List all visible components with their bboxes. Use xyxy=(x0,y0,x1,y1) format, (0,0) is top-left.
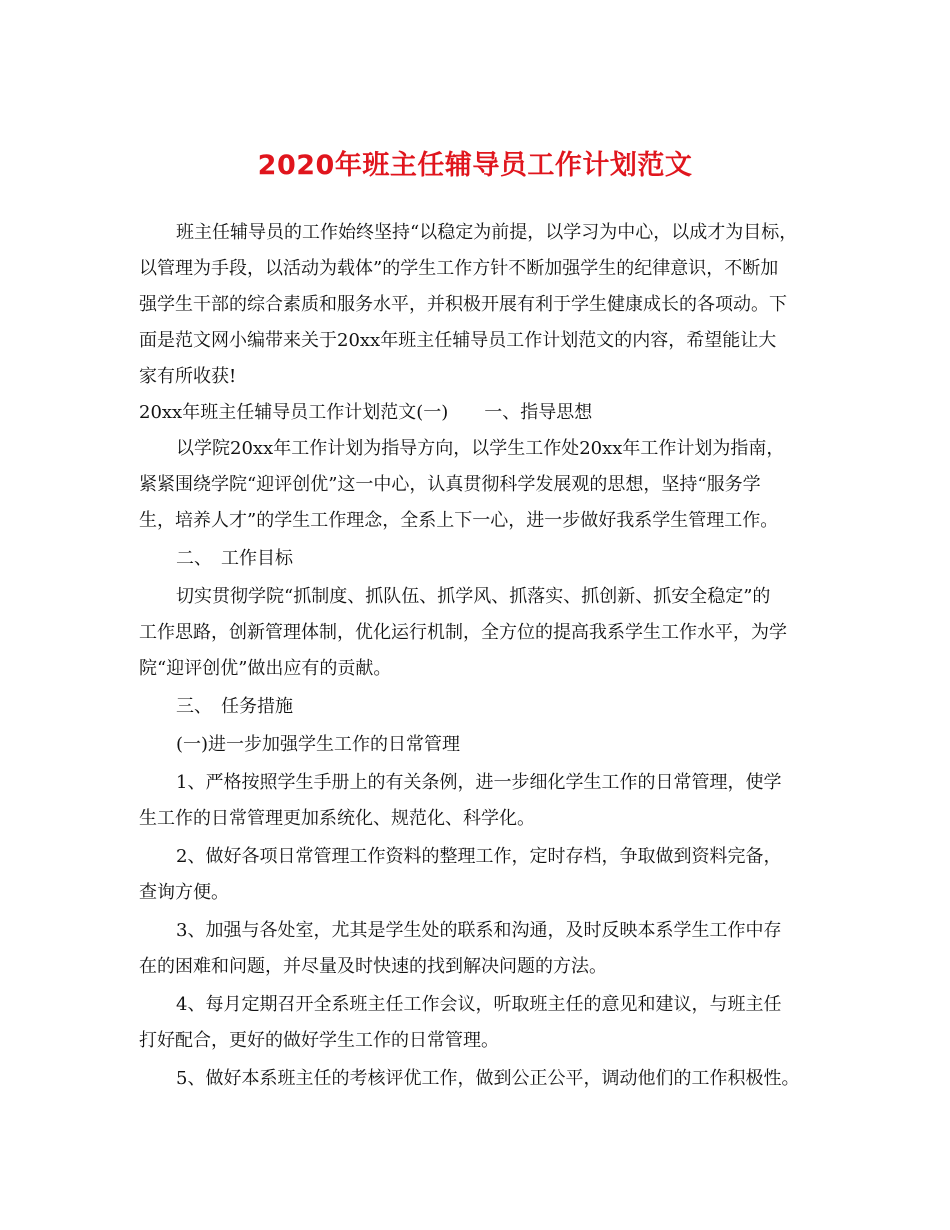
paragraph-line: 3、加强与各处室，尤其是学生处的联系和沟通，及时反映本系学生工作中存 xyxy=(176,920,782,941)
paragraph-line: 1、严格按照学生手册上的有关条例，进一步细化学生工作的日常管理，使学 xyxy=(176,772,782,793)
paragraph-line: 打好配合，更好的做好学生工作的日常管理。 xyxy=(139,1030,499,1051)
document-title: 2020年班主任辅导员工作计划范文 xyxy=(257,150,693,181)
paragraph-line: 生工作的日常管理更加系统化、规范化、科学化。 xyxy=(139,808,535,829)
paragraph-line: 切实贯彻学院“抓制度、抓队伍、抓学风、抓落实、抓创新、抓安全稳定”的 xyxy=(176,586,771,607)
section-heading-line: 20xx年班主任辅导员工作计划范文(一) 一、指导思想 xyxy=(139,402,593,423)
paragraph-line: 班主任辅导员的工作始终坚持“以稳定为前提，以学习为中心，以成才为目标， xyxy=(176,222,798,243)
paragraph-line: 紧紧围绕学院“迎评创优”这一中心，认真贯彻科学发展观的思想，坚持“服务学 xyxy=(139,474,761,495)
paragraph-line: 家有所收获! xyxy=(139,366,237,387)
paragraph-line: 查询方便。 xyxy=(139,882,229,903)
section-heading: 三、 任务措施 xyxy=(176,696,293,717)
section-heading: 二、 工作目标 xyxy=(176,548,293,569)
paragraph-line: 院“迎评创优”做出应有的贡献。 xyxy=(139,658,392,679)
paragraph-line: 工作思路，创新管理体制，优化运行机制，全方位的提高我系学生工作水平，为学 xyxy=(139,622,787,643)
paragraph-line: 生，培养人才”的学生工作理念，全系上下一心，进一步做好我系学生管理工作。 xyxy=(139,510,779,531)
paragraph-line: 在的困难和问题，并尽量及时快速的找到解决问题的方法。 xyxy=(139,956,607,977)
paragraph-line: 2、做好各项日常管理工作资料的整理工作，定时存档，争取做到资料完备， xyxy=(176,846,782,867)
paragraph-line: 以学院20xx年工作计划为指导方向，以学生工作处20xx年工作计划为指南， xyxy=(176,438,785,459)
paragraph-line: 强学生干部的综合素质和服务水平，并积极开展有利于学生健康成长的各项动。下 xyxy=(139,294,787,315)
paragraph-line: 5、做好本系班主任的考核评优工作，做到公正公平，调动他们的工作积极性。 xyxy=(176,1068,800,1089)
subsection-heading: (一)进一步加强学生工作的日常管理 xyxy=(176,734,461,755)
paragraph-line: 以管理为手段，以活动为载体”的学生工作方针不断加强学生的纪律意识，不断加 xyxy=(139,258,779,279)
paragraph-line: 4、每月定期召开全系班主任工作会议，听取班主任的意见和建议，与班主任 xyxy=(176,994,782,1015)
paragraph-line: 面是范文网小编带来关于20xx年班主任辅导员工作计划范文的内容，希望能让大 xyxy=(139,330,777,351)
